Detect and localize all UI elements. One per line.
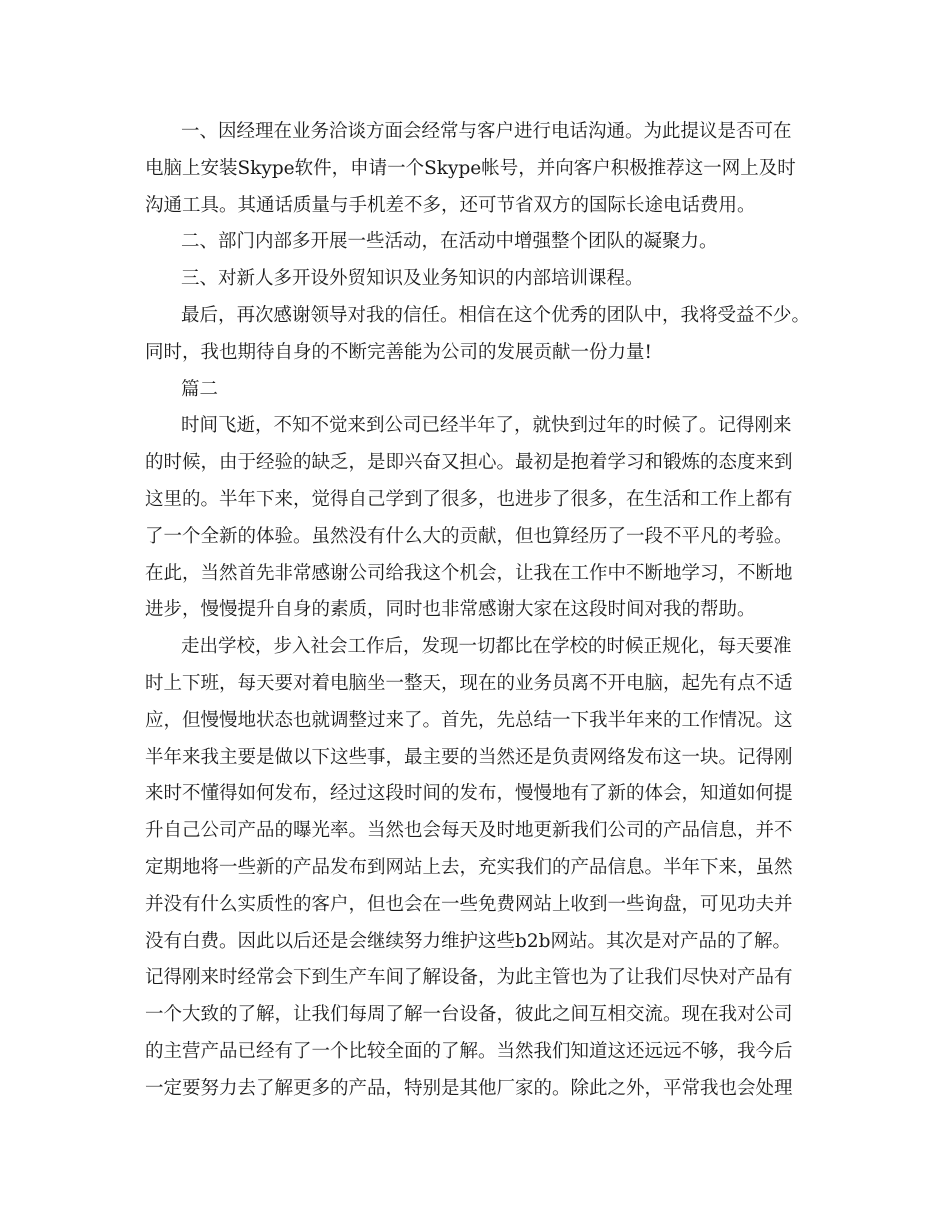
text-line: 半年来我主要是做以下这些事，最主要的当然还是负责网络发布这一块。记得刚 <box>145 746 793 768</box>
text-line: 定期地将一些新的产品发布到网站上去，充实我们的产品信息。半年下来，虽然 <box>145 856 793 878</box>
text-line: 三、对新人多开设外贸知识及业务知识的内部培训课程。 <box>181 268 644 290</box>
text-line: 沟通工具。其通话质量与手机差不多，还可节省双方的国际长途电话费用。 <box>145 194 756 216</box>
text-line: 最后，再次感谢领导对我的信任。相信在这个优秀的团队中，我将受益不少。 <box>181 304 811 326</box>
text-line: 进步，慢慢提升自身的素质，同时也非常感谢大家在这段时间对我的帮助。 <box>145 599 756 621</box>
text-line: 来时不懂得如何发布，经过这段时间的发布，慢慢地有了新的体会，知道如何提 <box>145 783 793 805</box>
text-line: 一个大致的了解，让我们每周了解一台设备，彼此之间互相交流。现在我对公司 <box>145 1004 793 1026</box>
text-line: 没有白费。因此以后还是会继续努力维护这些b2b网站。其次是对产品的了解。 <box>145 930 791 952</box>
document-body <box>145 114 813 1108</box>
text-line: 记得刚来时经常会下到生产车间了解设备，为此主管也为了让我们尽快对产品有 <box>145 967 793 989</box>
text-line: 应，但慢慢地状态也就调整过来了。首先，先总结一下我半年来的工作情况。这 <box>145 709 793 731</box>
text-line: 的时候，由于经验的缺乏，是即兴奋又担心。最初是抱着学习和锻炼的态度来到 <box>145 452 793 474</box>
text-line: 时间飞逝，不知不觉来到公司已经半年了，就快到过年的时候了。记得刚来 <box>181 415 792 437</box>
text-line: 在此，当然首先非常感谢公司给我这个机会，让我在工作中不断地学习，不断地 <box>145 562 793 584</box>
text-line: 电脑上安装Skype软件，申请一个Skype帐号，并向客户积极推荐这一网上及时 <box>145 157 796 179</box>
text-line: 并没有什么实质性的客户，但也会在一些免费网站上收到一些询盘，可见功夫并 <box>145 893 793 915</box>
text-line: 升自己公司产品的曝光率。当然也会每天及时地更新我们公司的产品信息，并不 <box>145 820 793 842</box>
text-line: 二、部门内部多开展一些活动，在活动中增强整个团队的凝聚力。 <box>181 231 718 253</box>
text-line: 的主营产品已经有了一个比较全面的了解。当然我们知道这还远远不够，我今后 <box>145 1040 793 1062</box>
text-line: 同时，我也期待自身的不断完善能为公司的发展贡献一份力量! <box>145 341 652 363</box>
text-line: 篇二 <box>181 378 219 400</box>
text-line: 一、因经理在业务洽谈方面会经常与客户进行电话沟通。为此提议是否可在 <box>181 121 792 142</box>
text-line: 这里的。半年下来，觉得自己学到了很多，也进步了很多，在生活和工作上都有 <box>145 488 793 510</box>
text-line: 走出学校，步入社会工作后，发现一切都比在学校的时候正规化，每天要准 <box>181 636 792 658</box>
text-line: 一定要努力去了解更多的产品，特别是其他厂家的。除此之外，平常我也会处理 <box>145 1077 793 1099</box>
text-line: 了一个全新的体验。虽然没有什么大的贡献，但也算经历了一段不平凡的考验。 <box>145 525 793 547</box>
text-line: 时上下班，每天要对着电脑坐一整天，现在的业务员离不开电脑，起先有点不适 <box>145 672 793 694</box>
